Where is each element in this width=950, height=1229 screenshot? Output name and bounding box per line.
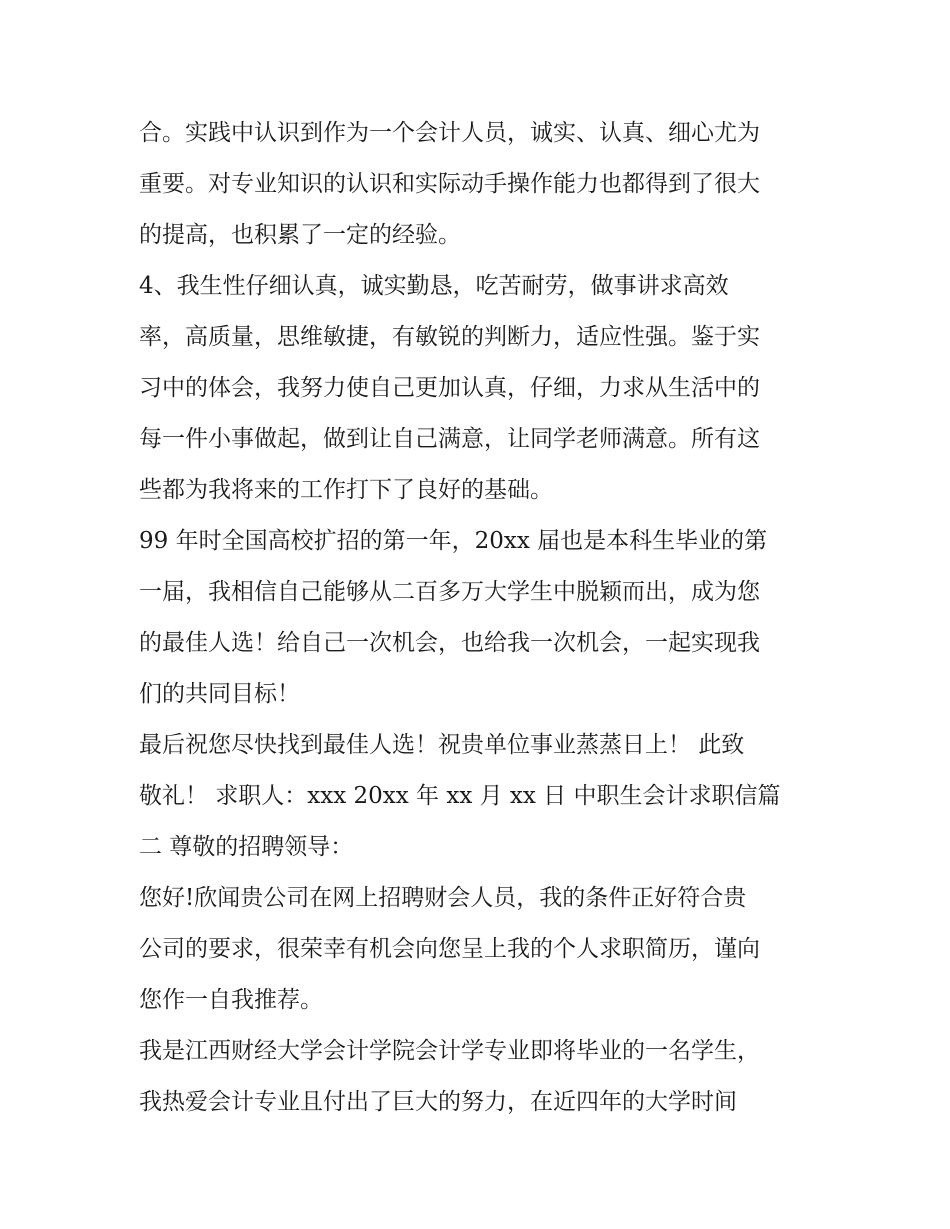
text-line: 二 尊敬的招聘领导： [139,834,354,860]
text-line: 些都为我将来的工作打下了良好的基础。 [139,477,553,503]
text-line: 我是江西财经大学会计学院会计学专业即将毕业的一名学生， [139,1038,760,1064]
text-line: 的提高，也积累了一定的经验。 [139,222,461,248]
text-line: 的最佳人选！给自己一次机会，也给我一次机会，一起实现我 [139,630,760,656]
text-line: 习中的体会，我努力使自己更加认真，仔细，力求从生活中的 [139,375,760,401]
text-line: 每一件小事做起，做到让自己满意，让同学老师满意。所有这 [139,426,760,452]
text-line: 一届，我相信自己能够从二百多万大学生中脱颖而出，成为您 [139,579,760,605]
text-line: 们的共同目标！ [139,681,300,707]
text-line: 您作一自我推荐。 [139,987,323,1013]
text-line: 最后祝您尽快找到最佳人选！祝贵单位事业蒸蒸日上！ 此致 [139,732,745,758]
text-line: 您好!欣闻贵公司在网上招聘财会人员，我的条件正好符合贵 [139,885,747,911]
body-text [139,108,819,1128]
text-line: 公司的要求，很荣幸有机会向您呈上我的个人求职简历，谨向 [139,936,760,962]
text-line: 合。实践中认识到作为一个会计人员，诚实、认真、细心尤为 [139,120,760,146]
text-line: 我热爱会计专业且付出了巨大的努力，在近四年的大学时间 [139,1089,737,1115]
text-line: 重要。对专业知识的认识和实际动手操作能力也都得到了很大 [139,171,760,197]
text-line: 4、我生性仔细认真，诚实勤恳，吃苦耐劳，做事讲求高效 [139,273,729,299]
text-line: 99 年时全国高校扩招的第一年，20xx 届也是本科生毕业的第 [139,528,768,554]
text-line: 率，高质量，思维敏捷，有敏锐的判断力，适应性强。鉴于实 [139,324,760,350]
text-line: 敬礼！ 求职人：xxx 20xx 年 xx 月 xx 日 中职生会计求职信篇 [139,783,781,809]
